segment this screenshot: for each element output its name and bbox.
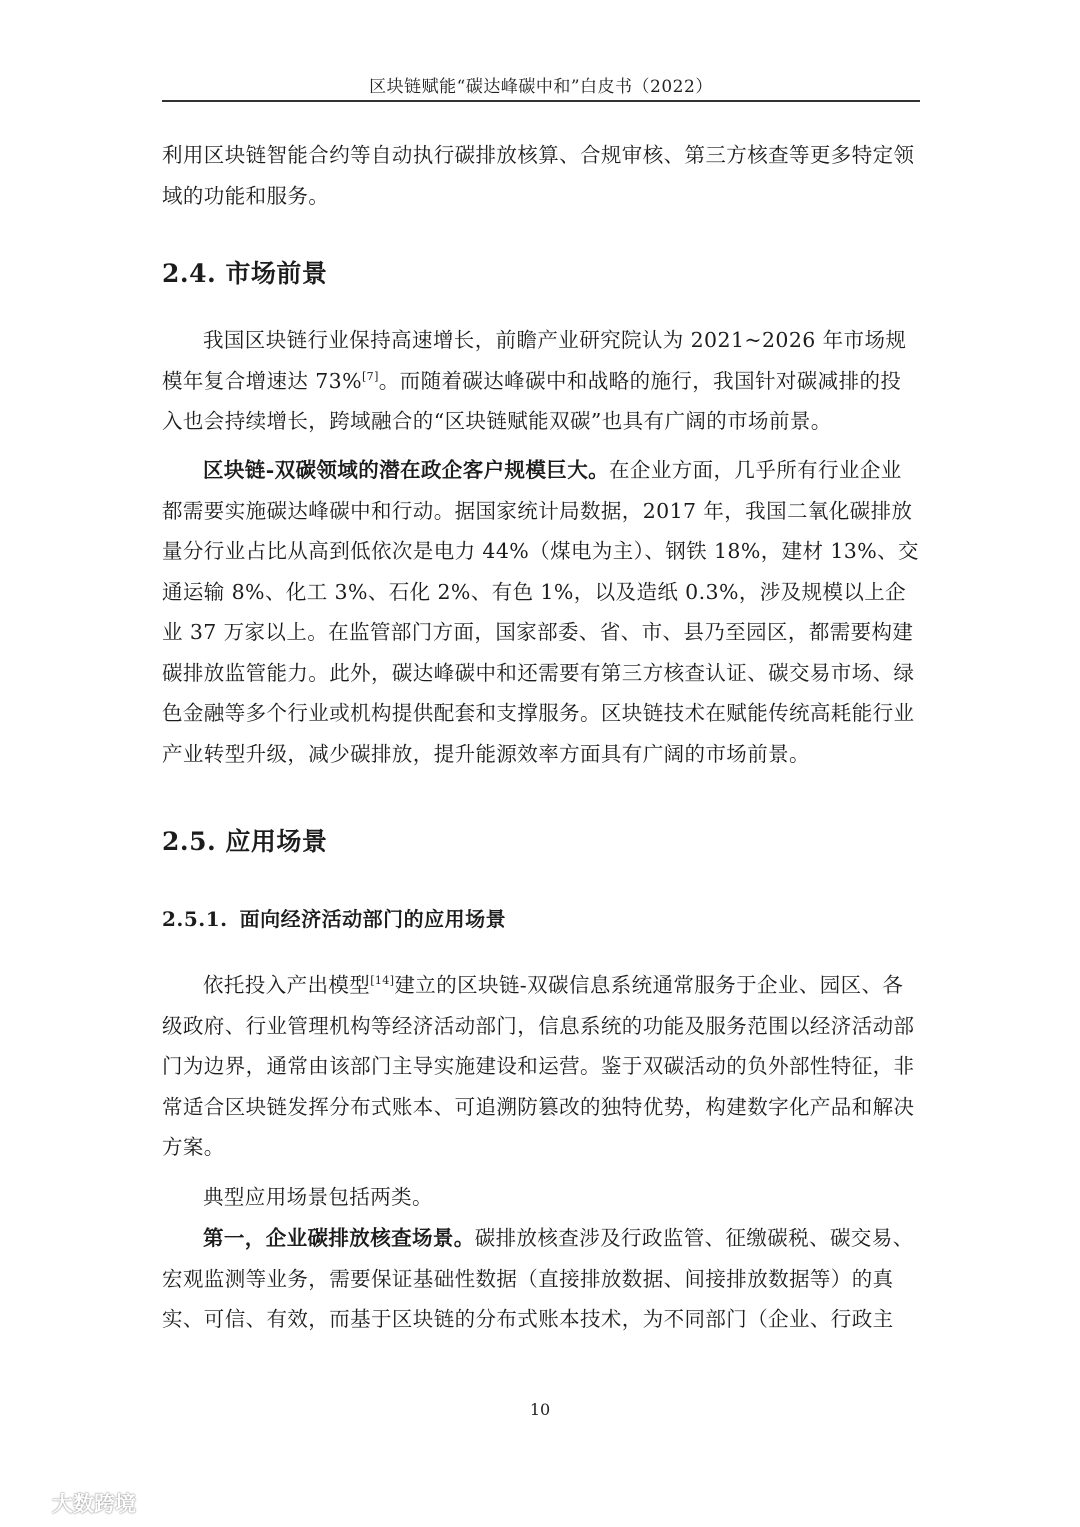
watermark-text: 大数跨境 — [52, 1492, 136, 1516]
citation-14: [14] — [370, 974, 395, 988]
subsection-title: 面向经济活动部门的应用场景 — [239, 907, 507, 931]
scenario-text-after-cite: 建立的区块链-双碳信息系统通常服务于企业、园区、各级政府、行业管理机构等经济活动部门，信息系统的功能及服务范围以经济活动部门为边界，通常由该部门主导实施建设和运营。鉴于双碳活动的负外部性特征，非常适合区块链发挥分布式账本、可追溯防篡改的独特优势，构建数字化产品和解决方案。 — [162, 973, 915, 1159]
market-paragraph-2-body: 在企业方面，几乎所有行业企业都需要实施碳达峰碳中和行动。据国家统计局数据，2017 年，我国二氧化碳排放量分行业占比从高到低依次是电力 44%（煤电为主）、钢铁 18%，建材 13%、交通运输 8%、化工 3%、石化 2%、有色 1%，以及造纸 0.3%，涉及规模以上企业 37 万家以上。在监管部门方面，国家部委、省、市、县乃至园区，都需要构建碳排放监管能力。此外，碳达峰碳中和还需要有第三方核查认证、碳交易市场、绿色金融等多个行业或机构提供配套和支撑服务。区块链技术在赋能传统高耗能行业产业转型升级，减少碳排放，提升能源效率方面具有广阔的市场前景。 — [162, 458, 919, 766]
page-number: 10 — [529, 1400, 551, 1419]
market-paragraph-2 — [162, 450, 922, 774]
wechat-bubble-icon — [8, 1490, 46, 1516]
section-heading-2-5: 2.5. 应用场景 — [162, 827, 328, 856]
subsection-number: 2.5.1. — [162, 907, 228, 931]
scenario-paragraph-3 — [162, 1218, 922, 1340]
watermark — [8, 1488, 136, 1518]
market-key-sentence: 区块链-双碳领域的潜在政企客户规模巨大。 — [203, 458, 610, 482]
scenario-text-before-cite: 依托投入产出模型 — [203, 973, 371, 997]
scenario-paragraph-3-body: 碳排放核查涉及行政监管、征缴碳税、碳交易、宏观监测等业务，需要保证基础性数据（直接排放数据、间接排放数据等）的真实、可信、有效，而基于区块链的分布式账本技术，为不同部门（企业、行政主 — [162, 1226, 914, 1331]
market-text-after-cite: 。而随着碳达峰碳中和战略的施行，我国针对碳减排的投入也会持续增长，跨域融合的“区块链赋能双碳”也具有广阔的市场前景。 — [162, 368, 902, 433]
scenario-first-type: 第一，企业碳排放核查场景。 — [203, 1226, 475, 1250]
section-heading-2-4: 2.4. 市场前景 — [162, 259, 328, 288]
intro-paragraph: 利用区块链智能合约等自动执行碳排放核算、合规审核、第三方核查等更多特定领域的功能和服务。 — [162, 143, 915, 208]
citation-7: [7] — [361, 369, 379, 383]
scenario-paragraph-1 — [162, 965, 922, 1168]
header-rule — [162, 100, 920, 102]
running-header: 区块链赋能“碳达峰碳中和”白皮书（2022） — [369, 77, 713, 97]
market-text-before-cite: 我国区块链行业保持高速增长，前瞻产业研究院认为 2021~2026 年市场规模年复合增速达 73% — [162, 328, 907, 393]
market-paragraph-1 — [162, 320, 922, 442]
scenario-paragraph-2: 典型应用场景包括两类。 — [203, 1185, 433, 1209]
section-heading-2-5-1 — [162, 903, 506, 932]
